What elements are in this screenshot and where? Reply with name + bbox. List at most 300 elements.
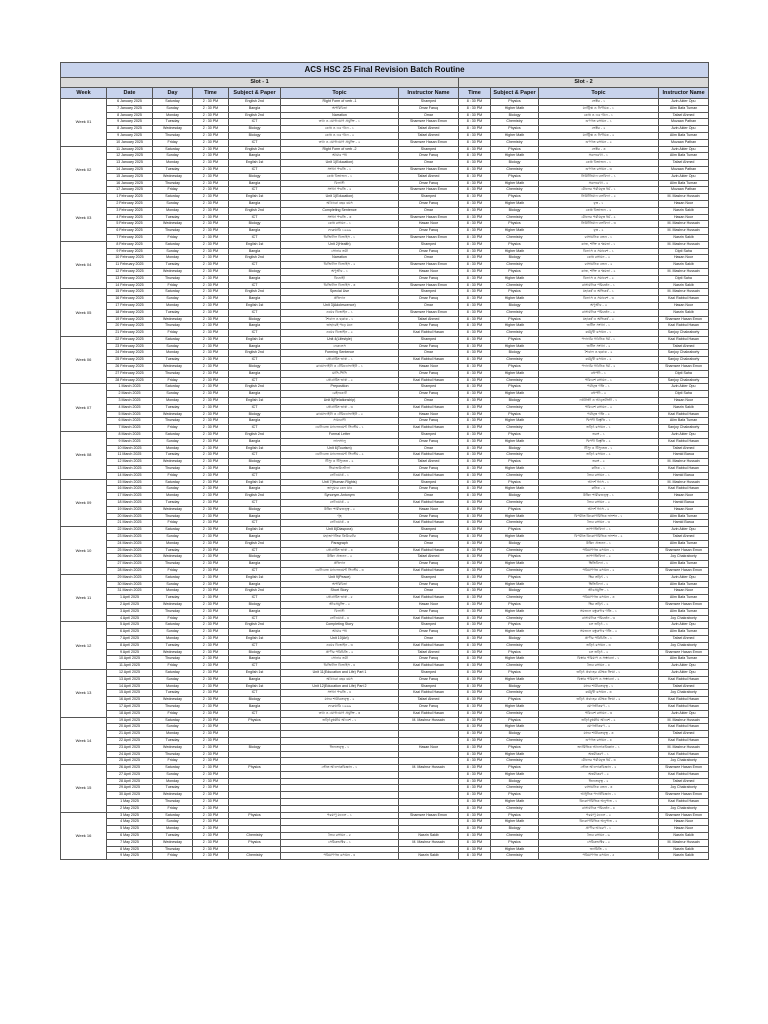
date-cell: 27 April 2025 (107, 771, 153, 778)
day-cell: Friday (153, 330, 193, 337)
slot1-topic-cell: প্রোগ্রামিং ভাষা - ১ (281, 357, 399, 364)
date-cell: 8 March 2025 (107, 432, 153, 439)
slot1-time-cell: 2 : 30 PM (193, 527, 229, 534)
week-label: Week 01 (61, 99, 107, 147)
slot1-instructor-cell: Omar Faruq (399, 228, 459, 235)
slot1-time-cell: 2 : 30 PM (193, 166, 229, 173)
table-row (61, 119, 709, 126)
date-cell: 2 April 2025 (107, 601, 153, 608)
slot2-instructor-cell: Shamsee Hasan Emon (659, 567, 709, 574)
table-row (61, 805, 709, 812)
slot1-subject-cell: ICT (229, 166, 281, 173)
table-row (61, 214, 709, 221)
day-cell: Monday (153, 398, 193, 405)
slot1-subject-cell: Bangla (229, 534, 281, 541)
slot1-topic-cell: জিনতত্ত্ব - ১ (281, 744, 399, 751)
slot2-time-cell: 8 : 30 PM (459, 635, 491, 642)
slot1-time-cell: 2 : 30 PM (193, 411, 229, 418)
slot1-time-cell: 2 : 30 PM (193, 717, 229, 724)
slot2-time-cell: 8 : 30 PM (459, 309, 491, 316)
slot2-topic-cell: কাজ, শক্তি ও ক্ষমতা - ১ (539, 241, 659, 248)
date-cell: 9 April 2025 (107, 649, 153, 656)
slot1-topic-cell (281, 826, 399, 833)
slot1-instructor-cell: Nasrin Sakib (399, 853, 459, 860)
slot1-time-cell: 2 : 30 PM (193, 262, 229, 269)
slot1-topic-cell: প্রতিদান (281, 561, 399, 568)
date-cell: 1 May 2025 (107, 799, 153, 806)
date-cell: 14 January 2025 (107, 166, 153, 173)
day-cell: Sunday (153, 771, 193, 778)
slot1-subject-cell: Bangla (229, 486, 281, 493)
slot1-topic-cell: মহাজাগতিক কিউরেটর (281, 534, 399, 541)
date-cell: 21 February 2025 (107, 330, 153, 337)
slot1-subject-cell: Biology (229, 173, 281, 180)
slot2-subject-cell: Chemistry (491, 737, 539, 744)
slot2-instructor-cell: Sanjoy Chakraborty (659, 357, 709, 364)
slot1-time-cell: 2 : 30 PM (193, 812, 229, 819)
day-cell: Tuesday (153, 500, 193, 507)
slot1-time-cell: 2 : 30 PM (193, 459, 229, 466)
slot2-instructor-cell: Dipti Saha (659, 248, 709, 255)
slot2-topic-cell: কনিক - ২ (539, 486, 659, 493)
day-cell: Sunday (153, 486, 193, 493)
table-row (61, 717, 709, 724)
day-cell: Thursday (153, 466, 193, 473)
slot2-time-cell: 8 : 30 PM (459, 805, 491, 812)
week-label: Week 16 (61, 812, 107, 860)
slot2-subject-cell: Chemistry (491, 520, 539, 527)
day-cell: Wednesday (153, 364, 193, 371)
slot1-time-cell: 2 : 30 PM (193, 241, 229, 248)
slot1-topic-cell (281, 785, 399, 792)
slot1-topic-cell: Narration (281, 112, 399, 119)
slot1-subject-cell: Bangla (229, 561, 281, 568)
slot1-topic-cell: গৃহ (281, 513, 399, 520)
slot2-instructor-cell: Azin Akter Opu (659, 432, 709, 439)
slot1-time-cell: 2 : 30 PM (193, 200, 229, 207)
slot1-time-cell: 2 : 30 PM (193, 323, 229, 330)
date-cell: 4 May 2025 (107, 819, 153, 826)
slot1-instructor-cell: Shamped (399, 384, 459, 391)
slot1-subject-cell: Bangla (229, 370, 281, 377)
table-row (61, 595, 709, 602)
slot1-topic-cell (281, 846, 399, 853)
slot1-topic-cell: Short Story (281, 588, 399, 595)
slot2-topic-cell: স্থিতিবিদ্যা - ১ (539, 561, 659, 568)
day-cell: Wednesday (153, 554, 193, 561)
slot2-topic-cell: তরঙ্গ - ২ (539, 459, 659, 466)
slot1-subject-cell: Biology (229, 697, 281, 704)
slot1-instructor-cell: Kazi Rabbul Hasan (399, 642, 459, 649)
day-cell: Thursday (153, 751, 193, 758)
date-cell: 13 April 2025 (107, 676, 153, 683)
slot1-topic-cell (281, 805, 399, 812)
day-cell: Tuesday (153, 833, 193, 840)
slot1-topic-cell: Unit 5(Relationship) (281, 398, 399, 405)
slot2-topic-cell: বিপরীত ত্রিকোণমিতিক ফাংশন - ২ (539, 534, 659, 541)
slot2-topic-cell: পর্যাবৃত্ত গতি - ২ (539, 411, 659, 418)
date-cell: 28 April 2025 (107, 778, 153, 785)
day-cell: Monday (153, 778, 193, 785)
column-header-row (61, 88, 709, 99)
date-cell: 18 February 2025 (107, 309, 153, 316)
slot1-topic-cell: বিলাসী (281, 608, 399, 615)
slot1-time-cell: 2 : 30 PM (193, 846, 229, 853)
slot2-instructor-cell: Nasrin Sakib (659, 234, 709, 241)
slot2-time-cell: 8 : 30 PM (459, 336, 491, 343)
table-row (61, 316, 709, 323)
table-row (61, 792, 709, 799)
slot1-instructor-cell (399, 819, 459, 826)
day-cell: Friday (153, 282, 193, 289)
slot2-topic-cell: ত্রিকোণমিতিক অনুপাত - ২ (539, 819, 659, 826)
week-label: Week 14 (61, 717, 107, 765)
slot1-time-cell: 2 : 30 PM (193, 432, 229, 439)
table-row (61, 112, 709, 119)
column-header: Topic (281, 88, 399, 99)
slot1-time-cell: 2 : 30 PM (193, 520, 229, 527)
slot1-time-cell: 2 : 30 PM (193, 248, 229, 255)
day-cell: Friday (153, 520, 193, 527)
slot2-subject-cell: Physics (491, 126, 539, 133)
slot1-time-cell: 2 : 30 PM (193, 669, 229, 676)
slot2-instructor-cell: Hamid Barua (659, 520, 709, 527)
slot1-topic-cell: Preposition (281, 384, 399, 391)
slot2-instructor-cell: Nasrin Sakib (659, 853, 709, 860)
slot1-topic-cell: বিলাসী (281, 180, 399, 187)
table-row (61, 567, 709, 574)
slot1-subject-cell: ICT (229, 377, 281, 384)
slot2-time-cell: 8 : 30 PM (459, 520, 491, 527)
slot1-time-cell: 2 : 30 PM (193, 853, 229, 860)
slot2-subject-cell: Physics (491, 554, 539, 561)
table-row (61, 302, 709, 309)
slot1-topic-cell: Completing Sentence (281, 207, 399, 214)
slot1-time-cell: 2 : 30 PM (193, 493, 229, 500)
slot1-topic-cell: টিস্যু ও টিস্যুতন্ত্র - ২ (281, 459, 399, 466)
slot1-subject-cell: Bangla (229, 608, 281, 615)
slot2-subject-cell: Physics (491, 744, 539, 751)
slot2-time-cell: 8 : 30 PM (459, 765, 491, 772)
slot2-subject-cell: Physics (491, 336, 539, 343)
day-cell: Monday (153, 493, 193, 500)
slot2-subject-cell: Higher Math (491, 323, 539, 330)
slot2-instructor-cell: Kazi Rabbul Hasan (659, 296, 709, 303)
date-cell: 10 February 2025 (107, 255, 153, 262)
slot2-time-cell: 8 : 30 PM (459, 275, 491, 282)
slot2-instructor-cell: Kazi Rabbul Hasan (659, 697, 709, 704)
slot2-subject-cell: Higher Math (491, 275, 539, 282)
slot2-instructor-cell: Kazi Rabbul Hasan (659, 771, 709, 778)
slot1-topic-cell: রেইনকোট (281, 391, 399, 398)
date-cell: 8 February 2025 (107, 241, 153, 248)
date-cell: 5 May 2025 (107, 826, 153, 833)
slot1-topic-cell: কোষ ও এর গঠন - ১ (281, 126, 399, 133)
slot2-time-cell: 8 : 30 PM (459, 445, 491, 452)
slot2-instructor-cell: Shamsee Hasan Emon (659, 812, 709, 819)
table-row (61, 459, 709, 466)
slot1-instructor-cell: Omar Faruq (399, 248, 459, 255)
slot1-topic-cell: প্রোগ্রামিং ভাষা - ৪ (281, 547, 399, 554)
slot1-instructor-cell: Omar Faruq (399, 629, 459, 636)
slot1-instructor-cell: Tafael Ahmed (399, 173, 459, 180)
slot2-topic-cell: ত্রিকোণমিতিক অনুপাত - ১ (539, 799, 659, 806)
slot1-instructor-cell: Omar Faruq (399, 343, 459, 350)
slot1-instructor-cell: Kazi Rabbul Hasan (399, 452, 459, 459)
slot1-instructor-cell: Omar (399, 635, 459, 642)
day-cell: Wednesday (153, 411, 193, 418)
slot2-time-cell: 8 : 30 PM (459, 574, 491, 581)
slot1-subject-cell: Bangla (229, 323, 281, 330)
column-header: Time (193, 88, 229, 99)
slot1-topic-cell: জীবপ্রযুক্তি - ২ (281, 601, 399, 608)
slot2-instructor-cell: Alim Bafa Tuman (659, 105, 709, 112)
day-cell: Friday (153, 853, 193, 860)
table-row (61, 656, 709, 663)
day-cell: Saturday (153, 622, 193, 629)
slot1-instructor-cell (399, 846, 459, 853)
slot2-topic-cell: জটিল সংখ্যা - ১ (539, 323, 659, 330)
slot2-time-cell: 8 : 30 PM (459, 486, 491, 493)
slot2-instructor-cell: Azin Akter Opu (659, 384, 709, 391)
slot1-time-cell: 2 : 30 PM (193, 214, 229, 221)
slot2-topic-cell: গুণগত রসায়ন - ৪ (539, 737, 659, 744)
slot2-subject-cell: Higher Math (491, 513, 539, 520)
date-cell: 26 February 2025 (107, 364, 153, 371)
table-row (61, 255, 709, 262)
slot1-subject-cell: English 2nd (229, 289, 281, 296)
day-cell: Wednesday (153, 173, 193, 180)
date-cell: 9 January 2025 (107, 119, 153, 126)
table-row (61, 200, 709, 207)
slot2-subject-cell: Higher Math (491, 629, 539, 636)
slot1-time-cell: 2 : 30 PM (193, 588, 229, 595)
slot1-instructor-cell: Tafael Ahmed (399, 697, 459, 704)
slot1-instructor-cell: Kazi Rabbul Hasan (399, 377, 459, 384)
slot1-instructor-cell: M. Mashrur Hussain (399, 717, 459, 724)
day-cell: Saturday (153, 479, 193, 486)
slot2-instructor-cell: M. Mashrur Hussain (659, 839, 709, 846)
date-cell: 14 March 2025 (107, 472, 153, 479)
date-cell: 2 March 2025 (107, 391, 153, 398)
column-header: Instructor Name (659, 88, 709, 99)
day-cell: Saturday (153, 289, 193, 296)
slot2-subject-cell: Biology (491, 635, 539, 642)
slot1-time-cell: 2 : 30 PM (193, 302, 229, 309)
table-row (61, 778, 709, 785)
slot2-instructor-cell: Azin Akter Opu (659, 663, 709, 670)
slot2-subject-cell: Biology (491, 112, 539, 119)
slot1-subject-cell: Bangla (229, 629, 281, 636)
date-cell: 21 April 2025 (107, 731, 153, 738)
slot2-topic-cell: কোষ ও এর গঠন - ১ (539, 112, 659, 119)
slot2-time-cell: 8 : 30 PM (459, 99, 491, 106)
day-cell: Friday (153, 425, 193, 432)
slot1-subject-cell (229, 819, 281, 826)
slot2-instructor-cell: Hasan Noor (659, 255, 709, 262)
column-header: Subject & Paper (491, 88, 539, 99)
slot2-time-cell: 8 : 30 PM (459, 792, 491, 799)
slot2-topic-cell: বিপরীত ত্রিকোণমিতিক ফাংশন - ১ (539, 513, 659, 520)
slot1-time-cell: 2 : 30 PM (193, 391, 229, 398)
slot1-topic-cell: আঠারো বছর বয়স (281, 200, 399, 207)
slot2-time-cell: 8 : 30 PM (459, 839, 491, 846)
slot2-topic-cell: তড়িৎ রসায়ন - ১ (539, 425, 659, 432)
table-row (61, 846, 709, 853)
date-cell: 15 February 2025 (107, 289, 153, 296)
slot2-subject-cell: Chemistry (491, 615, 539, 622)
slot1-time-cell: 2 : 30 PM (193, 336, 229, 343)
slot1-subject-cell: English 2nd (229, 207, 281, 214)
day-cell: Thursday (153, 846, 193, 853)
slot2-subject-cell: Biology (491, 302, 539, 309)
table-row (61, 418, 709, 425)
slot1-time-cell: 2 : 30 PM (193, 418, 229, 425)
slot1-subject-cell: Bangla (229, 656, 281, 663)
slot1-subject-cell: Bangla (229, 418, 281, 425)
slot2-subject-cell: Biology (491, 398, 539, 405)
date-cell: 11 January 2025 (107, 146, 153, 153)
date-cell: 7 April 2025 (107, 635, 153, 642)
slot2-topic-cell: পরিবেশ রসায়ন - ৩ (539, 710, 659, 717)
slot2-instructor-cell: Joy Chakraborty (659, 554, 709, 561)
slot1-subject-cell: English 1st (229, 336, 281, 343)
table-row (61, 506, 709, 513)
table-row (61, 527, 709, 534)
slot1-topic-cell: Right Form of verb -1 (281, 99, 399, 106)
slot1-instructor-cell: Hasan Noor (399, 268, 459, 275)
slot1-instructor-cell (399, 731, 459, 738)
slot2-time-cell: 8 : 30 PM (459, 724, 491, 731)
date-cell: 11 March 2025 (107, 452, 153, 459)
slot2-time-cell: 8 : 30 PM (459, 697, 491, 704)
slot1-time-cell: 2 : 30 PM (193, 690, 229, 697)
slot2-topic-cell: স্থিতিবিদ্যা - ২ (539, 581, 659, 588)
slot1-time-cell: 2 : 30 PM (193, 513, 229, 520)
date-cell: 6 April 2025 (107, 629, 153, 636)
slot1-subject-cell: ICT (229, 642, 281, 649)
slot1-topic-cell: প্রাণীর পরিচিতি - ২ (281, 649, 399, 656)
table-row (61, 588, 709, 595)
slot1-instructor-cell: Hasan Noor (399, 601, 459, 608)
slot2-topic-cell: মৌলের পর্যায়বৃত্ত ধর্ম - ২ (539, 214, 659, 221)
slot2-time-cell: 8 : 30 PM (459, 404, 491, 411)
table-row (61, 615, 709, 622)
date-cell: 17 April 2025 (107, 703, 153, 710)
date-cell: 16 January 2025 (107, 180, 153, 187)
slot2-instructor-cell: Hasan Noor (659, 302, 709, 309)
date-cell: 6 January 2025 (107, 99, 153, 106)
slot2-subject-cell: Physics (491, 527, 539, 534)
slot2-topic-cell: পর্যাবৃত্ত গতি - ১ (539, 384, 659, 391)
date-cell: 29 March 2025 (107, 574, 153, 581)
slot1-topic-cell: ডিজিটাল ডিভাইস - ১ (281, 234, 399, 241)
slot2-instructor-cell: Sanjoy Chakraborty (659, 350, 709, 357)
day-cell: Thursday (153, 132, 193, 139)
slot1-time-cell: 2 : 30 PM (193, 833, 229, 840)
slot2-time-cell: 8 : 30 PM (459, 459, 491, 466)
date-cell: 8 January 2025 (107, 112, 153, 119)
slot2-topic-cell: রাসায়নিক পরিবর্তন - ১ (539, 282, 659, 289)
slot1-instructor-cell: Omar Faruq (399, 703, 459, 710)
slot1-subject-cell (229, 731, 281, 738)
slot1-instructor-cell: Omar (399, 207, 459, 214)
table-row (61, 268, 709, 275)
day-cell: Thursday (153, 561, 193, 568)
day-cell: Wednesday (153, 506, 193, 513)
slot2-instructor-cell: Kazi Rabbul Hasan (659, 336, 709, 343)
slot1-instructor-cell: Shamped (399, 479, 459, 486)
slot1-instructor-cell: Omar Faruq (399, 534, 459, 541)
slot2-topic-cell: স্থির তড়িৎ - ১ (539, 574, 659, 581)
slot2-instructor-cell: Hamid Barua (659, 452, 709, 459)
slot2-subject-cell: Biology (491, 683, 539, 690)
day-cell: Tuesday (153, 119, 193, 126)
slot1-time-cell: 2 : 30 PM (193, 194, 229, 201)
day-cell: Wednesday (153, 649, 193, 656)
slot2-time-cell: 8 : 30 PM (459, 187, 491, 194)
slot2-subject-cell: Higher Math (491, 132, 539, 139)
slot2-subject-cell: Chemistry (491, 710, 539, 717)
slot1-instructor-cell: Omar (399, 588, 459, 595)
date-cell: 7 May 2025 (107, 839, 153, 846)
slot1-time-cell: 2 : 30 PM (193, 105, 229, 112)
slot2-subject-cell: Chemistry (491, 262, 539, 269)
slot1-subject-cell (229, 799, 281, 806)
date-cell: 1 February 2025 (107, 194, 153, 201)
slot2-time-cell: 8 : 30 PM (459, 778, 491, 785)
slot1-topic-cell: ফেব্রুয়ারি ১৯৬৯ (281, 703, 399, 710)
date-cell: 13 January 2025 (107, 160, 153, 167)
slot2-subject-cell: Higher Math (491, 486, 539, 493)
slot2-time-cell: 8 : 30 PM (459, 228, 491, 235)
table-row (61, 826, 709, 833)
slot2-time-cell: 8 : 30 PM (459, 669, 491, 676)
day-cell: Thursday (153, 799, 193, 806)
slot2-subject-cell: Chemistry (491, 330, 539, 337)
slot2-instructor-cell: Alim Bafa Tuman (659, 418, 709, 425)
slot2-subject-cell: Biology (491, 493, 539, 500)
slot2-instructor-cell: Alim Bafa Tuman (659, 513, 709, 520)
slot2-topic-cell: দ্বিপদী বিস্তৃতি - ১ (539, 418, 659, 425)
slot1-topic-cell: নেটওয়ার্ক - ১ (281, 472, 399, 479)
table-row (61, 744, 709, 751)
slot2-instructor-cell: Hasan Noor (659, 819, 709, 826)
slot1-subject-cell: Bangla (229, 105, 281, 112)
slot1-instructor-cell: Omar Faruq (399, 466, 459, 473)
day-cell: Sunday (153, 724, 193, 731)
slot2-subject-cell: Chemistry (491, 282, 539, 289)
week-label: Week 04 (61, 241, 107, 289)
day-cell: Wednesday (153, 221, 193, 228)
slot1-subject-cell: English 2nd (229, 99, 281, 106)
slot1-subject-cell: ICT (229, 187, 281, 194)
slot1-topic-cell: Unit 12(Education and Life) Part 2 (281, 683, 399, 690)
date-cell: 10 April 2025 (107, 656, 153, 663)
slot1-time-cell: 2 : 30 PM (193, 112, 229, 119)
slot1-subject-cell: Chemistry (229, 853, 281, 860)
slot1-topic-cell: পরমাণু মডেল - ১ (281, 812, 399, 819)
slot1-topic-cell: ডেটাবেজ ম্যানেজমেন্ট সিস্টেম - ৩ (281, 567, 399, 574)
slot2-subject-cell: Higher Math (491, 153, 539, 160)
date-cell: 27 March 2025 (107, 561, 153, 568)
slot1-subject-cell: Biology (229, 126, 281, 133)
slot1-time-cell: 2 : 30 PM (193, 744, 229, 751)
slot2-subject-cell: Chemistry (491, 309, 539, 316)
slot2-subject-cell: Higher Math (491, 724, 539, 731)
slot2-instructor-cell: M. Mashrur Hussain (659, 194, 709, 201)
day-cell: Thursday (153, 656, 193, 663)
